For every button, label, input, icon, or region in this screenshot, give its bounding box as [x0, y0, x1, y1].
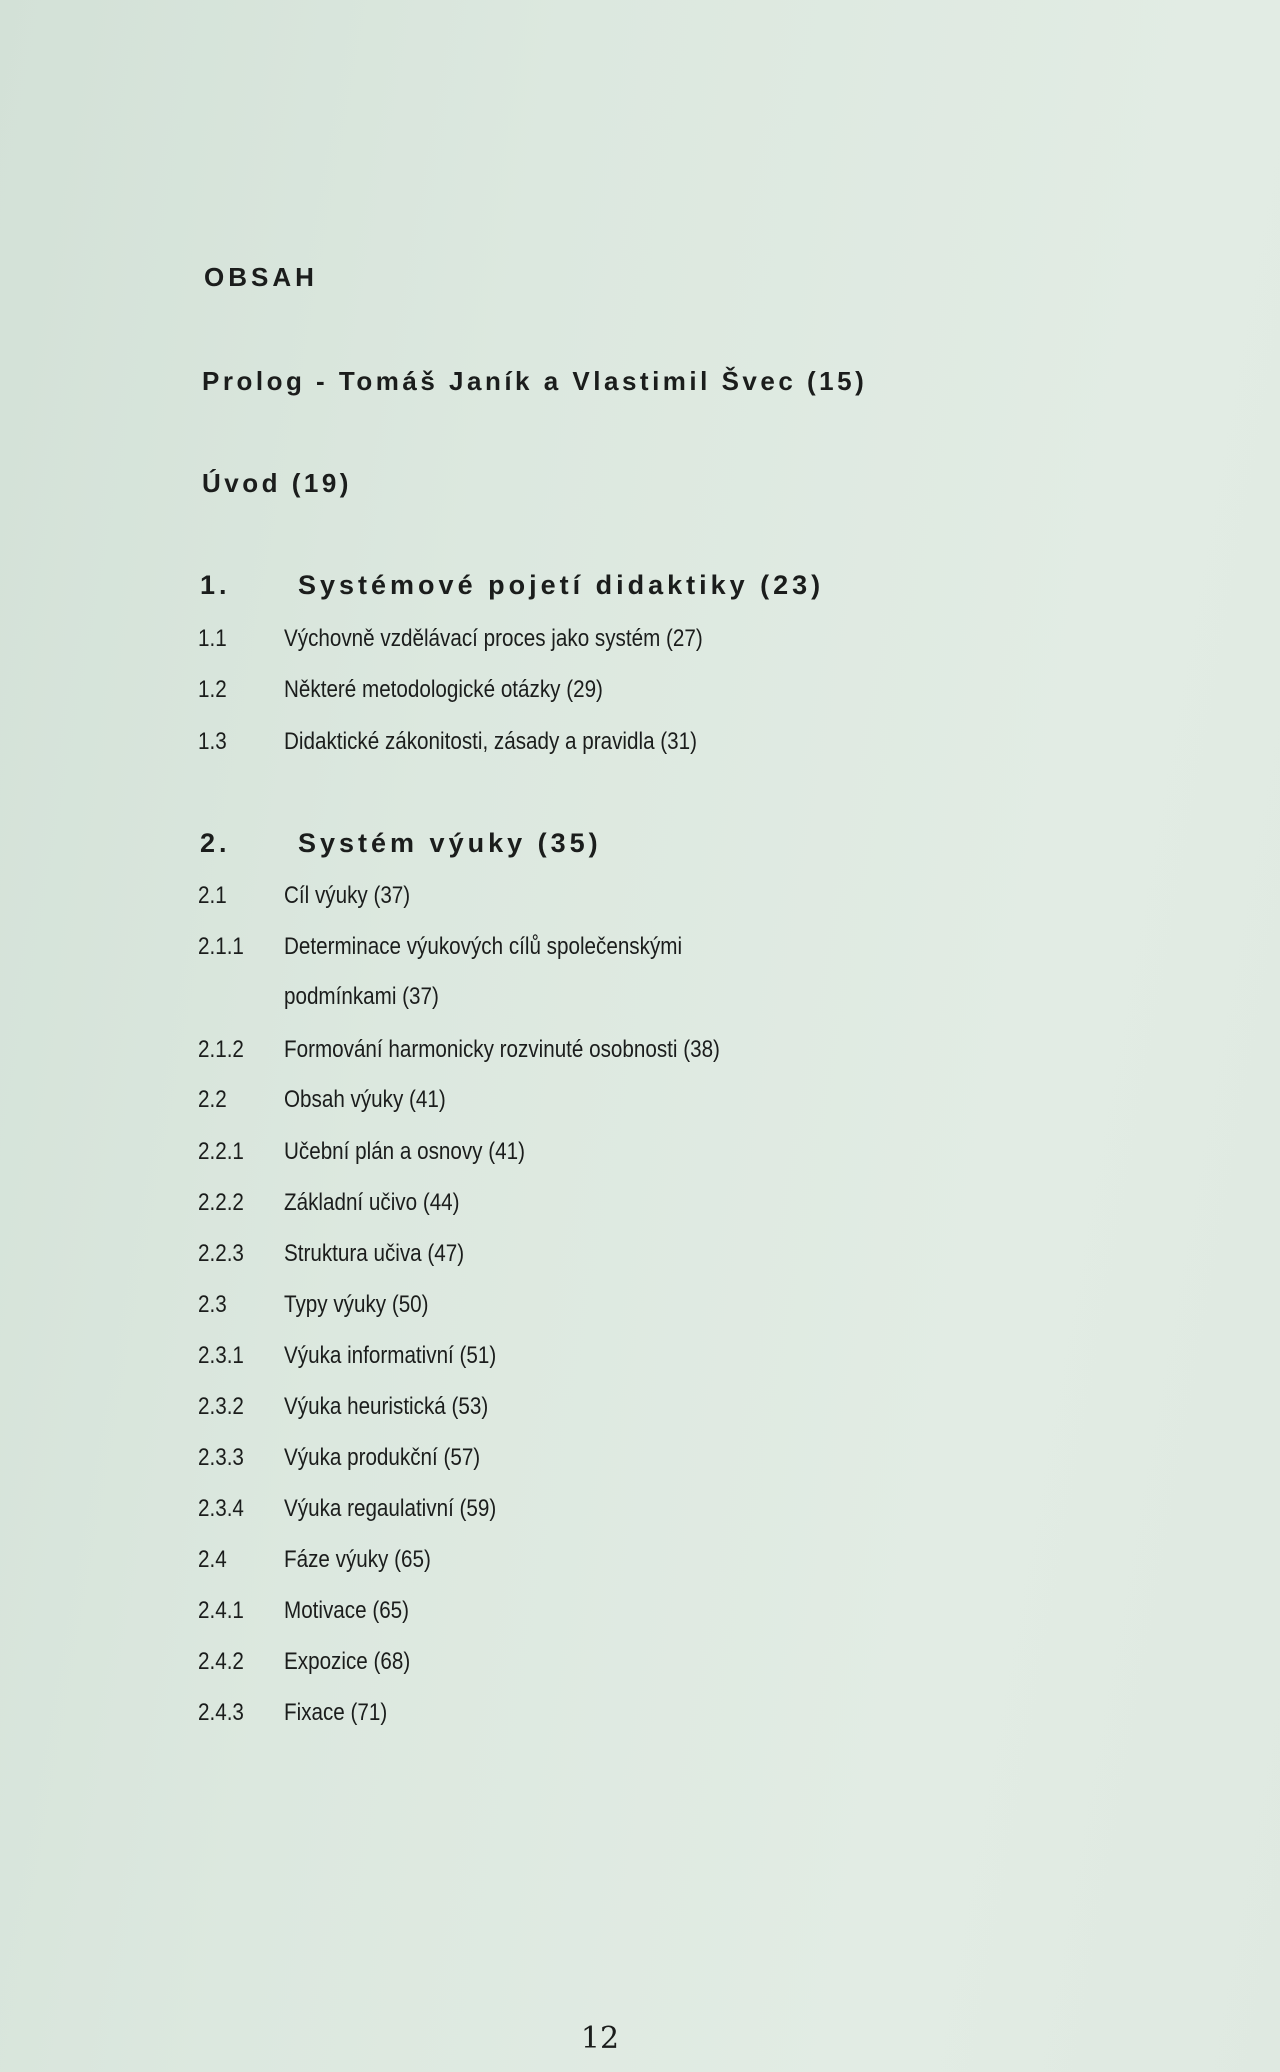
- entry-text: Fixace (71): [284, 1699, 388, 1726]
- chapter-title: Systém výuky (35): [298, 828, 602, 858]
- entry-text: Výuka regaulativní (59): [284, 1495, 497, 1522]
- entry-text: Výchovně vzdělávací proces jako systém (27): [284, 625, 703, 652]
- page-number: 12: [580, 2021, 620, 2056]
- entry-number: 2.4.1: [198, 1597, 244, 1624]
- entry-text: Struktura učiva (47): [284, 1240, 465, 1267]
- uvod-heading: Úvod (19): [202, 468, 352, 498]
- entry-number: 2.3.1: [198, 1342, 244, 1369]
- entry-text: Učební plán a osnovy (41): [284, 1138, 525, 1165]
- entry-text: Expozice (68): [284, 1648, 411, 1675]
- entry-text: Motivace (65): [284, 1597, 410, 1624]
- chapter-number: 1.: [200, 570, 231, 600]
- entry-number: 1.3: [198, 728, 227, 755]
- entry-number: 2.3: [198, 1291, 227, 1318]
- entry-number: 2.4: [198, 1546, 227, 1573]
- chapter-title: Systémové pojetí didaktiky (23): [298, 570, 825, 600]
- entry-text: Determinace výukových cílů společenskými: [284, 933, 683, 960]
- entry-number: 2.3.3: [198, 1444, 244, 1471]
- prolog-heading: Prolog - Tomáš Janík a Vlastimil Švec (15): [202, 366, 868, 396]
- entry-number: 1.2: [198, 676, 227, 703]
- entry-text: Cíl výuky (37): [284, 882, 411, 909]
- entry-text: Výuka heuristická (53): [284, 1393, 489, 1420]
- entry-text: podmínkami (37): [284, 983, 439, 1010]
- entry-text: Typy výuky (50): [284, 1291, 429, 1318]
- entry-number: 2.2.1: [198, 1138, 244, 1165]
- entry-number: 2.1.1: [198, 933, 244, 960]
- entry-number: 2.1: [198, 882, 227, 909]
- entry-text: Fáze výuky (65): [284, 1546, 431, 1573]
- entry-number: 2.2.2: [198, 1189, 244, 1216]
- entry-text: Základní učivo (44): [284, 1189, 460, 1216]
- entry-number: 2.4.3: [198, 1699, 244, 1726]
- entry-text: Výuka informativní (51): [284, 1342, 497, 1369]
- entry-number: 2.2: [198, 1086, 227, 1113]
- entry-number: 2.3.4: [198, 1495, 244, 1522]
- entry-number: 1.1: [198, 625, 227, 652]
- chapter-number: 2.: [200, 828, 231, 858]
- entry-text: Obsah výuky (41): [284, 1086, 446, 1113]
- toc-title: OBSAH: [204, 262, 318, 292]
- entry-text: Formování harmonicky rozvinuté osobnosti (38): [284, 1036, 720, 1063]
- entry-text: Didaktické zákonitosti, zásady a pravidla (31): [284, 728, 698, 755]
- entry-text: Některé metodologické otázky (29): [284, 676, 603, 703]
- entry-number: 2.4.2: [198, 1648, 244, 1675]
- entry-number: 2.2.3: [198, 1240, 244, 1267]
- entry-number: 2.1.2: [198, 1036, 244, 1063]
- entry-text: Výuka produkční (57): [284, 1444, 481, 1471]
- entry-number: 2.3.2: [198, 1393, 244, 1420]
